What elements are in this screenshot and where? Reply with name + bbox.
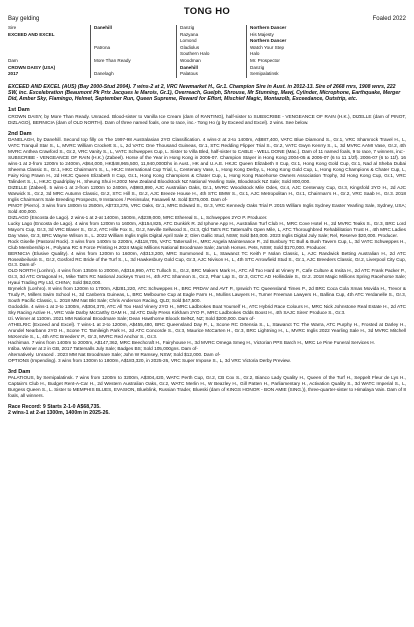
ped-ancestor: Lomond [180,38,197,44]
horse-name: TONG HO [183,6,231,17]
progeny-entry: BERNICIA (Elusive Quality). 4 wins from 1200m to 1600m, A$313,200, MRC Summoned S., L, Stawanct TC Keith F Nolan Classic, L, AJC Randwick Betting Australian H., 2d ATC Roseabeilusin S., Gr.2, Gosford RC Bride of the Turf S., L, 3d Hawkesbury Gold Cup, Gr.3, AJC Nivison H., L, 4th STC Arrowfield Stud S., Gr.1, AJC Breeders Classic, Gr.2, Liverpool City Cup, Gr.3. Dam of- [8,250,406,268]
ped-ancestor: Mr. Prospector [250,57,280,63]
dam-name: CROWN DAISY (USA) [8,64,56,70]
progeny-entry: ATHELRIC (Exceed and Excel). 7 wins-1 at 2-to 1200m, A$455,480, BRC Queensland Day P., L, Scone RC Ortensia S., L, Stawanct TC The Warra, ATC Purphy H., Frosted at Darley H., Arundel Nearbann 2YO H., Scone TC Tamileigh Park H., 2d ATC Concorde S., Gr.3, Maurice McCarten H., Gr.3, BRC Lightning H., L, MVRC Inglis 2022 Yearling Sale H., 3d MVRC Mitchell McKenzie S., L, 4th ATC Breeders' P., Gr.3, MVRC Red Anchor S., Gr.3. [8,322,406,339]
race-record-line: Race Record: 9 Starts 2-1-0 A$68,735. [8,404,101,411]
progeny-entry: Gododdin. 4 wins-1 at 2-to 1300m, A$304,370, ATC All Too Hard Vinery 2YO H., MRC Ladbrokes Boat Yourself H., ATC Hybrid Race Colours H., MRC Nick Johnstone Real Estate H., 2d ATC Sky Racing Active H., VRC Vale Darby McCarthy OAM H., 3d ATC Daily Press Kirkham 2YO P., MRC Ladbrokes Odds Boost H., 4th SAJC Sires' Produce S., Gr.3. [8,304,406,316]
progeny-entry: OLD NORTH (Lonhro). 4 wins from 1350m to 2000m, A$316,990, ATC Tulloch S., Gr.2, BRC Makers Mark H., ATC All Too Hard at Vinery P., Cafe Culture & Insita H., 2d ATC Frank Packer P., Gr.3, 3d ATC Ortagonal H., Mike Tatt's RC National Jockeys Trust H., 4th ATC Shannon S., Gr.2, Phar Lap S., Gr.3, GCTC AD Hollindale S., Gr.2. 2018 Magic Millions Spring Racehorse Sale; Hyaui Trading Pty Ltd, CHINA; Sold $62,000. [8,268,406,286]
ped-ancestor: Gladiolus [180,44,200,50]
ped-ancestor: Palatous [180,71,198,77]
ped-ancestor: Halo [250,51,260,57]
ped-ancestor: His Majesty [250,31,274,37]
second-dam-heading: 2nd Dam [8,130,32,137]
ped-ancestor: More Than Ready [94,57,131,63]
ped-ancestor: Woodman [180,57,201,63]
pedigree-col-1 [8,25,90,78]
ped-ancestor: Watch Your Step [250,44,285,50]
progeny-entry: PINOT (Pierro). 3 wins from 1800m to 2500m, A$733,275, VRC Oaks, Gr.1, MRC Edward S., Gr.3, VRC Kennedy Oaks Trial P. 2015 William Inglis Sydney Easter Yearling Sale, Sydney, USA; Sold 400,000. [8,202,406,214]
dam-year: 2017 [8,71,19,77]
ped-ancestor: Northern Dancer [250,38,287,44]
progeny-entry: SUBSCRIBE - VENGEANCE OF RAIN (H.K.) (Zabeel). Horse of the Year in Hong Kong in 2006-07. Champion Stayer in Hong Kong 2004-05 & 2006-07 (6 to 11 1/2f). 2006-07 (6 to 11f). 16 wins-1 at 2-from 1200m to 2400m, A$64,000, HK$48,965,500, 11,940,000Dhs in Aust., HK and U.A.E. HKJC Queen Elizabeth II Cup, Gr.1, Hong Kong Gold Cup, Gr.1, Nad al Sheba Dubai Sheema Classic S., Gr.1, HKC Chairman's S., L, HKJC International Cup Trial, L, Centenary Vase, L, Hong Kong Derby, L, Hong Kong Gold Cup, L, Hong Kong Champions & Chater Cup, L, Fairy King Prawn H., 2d HKJC Queen Elizabeth II Cup, Gr.1, Hong Kong Champions & Chater Cup, L, Hong Kong Racehorse Owners Association Trophy, 3d Hong Kong Cup, Gr.1, VRC Talindert S., L, HKJC Quadriplay H., Sheung Shui H.2002 New Zealand Bloodstock NZ National Yearling Sale, Bloodstock NZ Sale; Sold 800,000. [8,155,406,185]
ped-ancestor: Semipalatinsk [250,71,279,77]
progeny-entry: OPTIONS (Impending). 3 wins from 1300m to 1800m, A$183,320, in 2025-26, VRC Super Impose S., L, 3d VRC Victoria Derby Preview. [8,357,291,363]
sire-summary: EXCEED AND EXCEL (AUS) (Bay 2000-Stud 2004). 7 wins-2 at 2, VRC Newmarket H., Gr.1. Champion Sire in Aust. in 2012-13. Sire of 2668 rnrs, 1908 wnrs, 222 SW, inc. Excelebration (Beaumont Pk Prix Jacques le Marois, Gr.1), Overreach, Guelph, Shrouse, Mr Stunning, Mawj, Cylinder, Microphone, Earthquake, Merger Did, Amber Sky, Flamingo, Helmet, September Run, Queen Supreme, Reward for Effort, Mischief Magic, Montazolb, Exceedance, Outstrip, etc. [8,83,401,103]
third-dam-text: PALATIOUS, by Semipalatinsk. 7 wins from 1200m to 3200m, A$304,420, WATC Perth Cup, Gr.2, CB Cox S., Gr.2, Bianco Lady Quality H., Queen of the Turf H., Seppelt Fleur de Lys H., Captain's Club H., Budget Rent-A-Car H., 2d Western Australian Oaks, Gr.2, WATC Merlin H., W Beazley H., Gill Patten H., Parliamentary H., Activation Quality S., 3d WATC Imperial S., L, Burgess Queen S., L. Sister to MEMPHIS BLUES, EVASION, Blueblink, Russian Trader, Blueski (dam of KINGS HONOR - BON AMIE (SING.)), three-quarter-sister to Himalaya Vain. Dam of 8 foals, all winners. [8,375,406,399]
header-meta [8,16,406,24]
sex-colour: Bay gelding [8,16,40,22]
pedigree-col-3 [176,25,246,78]
progeny-entry: Hachiman. 7 wins from 1400m to 2000m, A$147,362, MRC Beechcraft H., Fairyhouse H., 3d MVRC Omega Smeg H., Victorian PPS Barch H., MRC Le Pine Funeral Services H. [8,339,375,345]
ped-ancestor: Danelagh [94,71,114,77]
pedigree-col-2 [90,25,176,78]
second-dam-text [8,137,406,363]
dam-label: Dam [8,57,18,63]
pedigree-col-4 [246,25,406,78]
progeny-entry: Izi. Winner at 1100m. 2021 MM National Broodmare Sale; Dean Hawthorne Bloock BelNZ, NZ; Sold $200,000. Dam of- [8,316,255,322]
first-dam-heading: 1st Dam [8,107,30,114]
wins-line: 2 wins-1 at 2-at 1300m, 1400m in 2025-26. [8,410,110,417]
race-record [8,404,406,417]
ped-ancestor: Danehill [180,64,198,70]
ped-ancestor: Danzig [180,25,195,30]
progeny-entry: Lucky Lago (Encosta de Lago). 4 wins from 1200m to 1600m, A$154,825, ATC Dunkirk R. 2d Iphone App H., Australian Turf Club H., MRC Cove Hotel H., 2d MVRC Teaks S., Gr.3, BRC Lord Mayor's Cup, Gr.3, 3d VRC Blaser S., Gr.2, ATC Hille Fox S., Gr.2, Neville Sellwood S., Gr.3, Qld Tatt's RC Tattersall's Open Mile, L, ATC Thoroughbred Rehabilitation Trust H., 4th MRC Ladies Day Vase, Gr.3, BRC Wayne Wilson S., L. 2022 William Inglis Inglis Digital April Sale 2; Glen Gallic Stud, NSW; Sold $40,000. 2023 Inglis Digital July Sale; Rel, Reserve $20,000. Producer. [8,220,406,238]
ped-ancestor: Razyana [180,31,199,37]
progeny-entry: Alternatively. Unraced . 2023 MM Nat Broodmare Sale; John W Ramsey, NSW; Sold $12,000. Dam of- [8,351,221,357]
progeny-entry: Brynelch (Lonhro). 8 wins from 1200m to 1700m, A$281,220, ATC Schweppes H., BRC PRDAV and AVT P., Ipswich TC Queensland Times P., 2d BRC Coca Cola Xmas Movida H., Trevor & Trudy P., Millers Swim School H., 3d Canberra Guineas, L, BRC Melbourne Cup at Eagle Farm H., Mullins Lawyers H., Turner Freeman Lawyers H., Ballina Cup, 4th ATC Yerdanelle S., Gr.3, South Pacific Classic, L. 2018 MM Nat Bkt Sale; Chris Anderson Racing, QLD; Sold $47,500. [8,286,406,304]
progeny-entry: Intiba. Winner at 2 in GB, 2017 Tattersalls July Sale; Badges BS; Sold 105,000gns. Dam of- [8,345,198,351]
first-dam-text: CROWN DAISY, by More Than Ready. Unraced. Blood-sister to Vanilla Ice Cream (dam of RANTING), half-sister to SUBSCRIBE - VENGEANCE OF RAIN (H.K.), DIZELLE (dam of PINOT, DIZLAGO), BERNICIA (dam of OLD NORTH). Dam of three named foals, one to race, inc.- Tong Ho (g by Exceed and Excel). 2 wins. See below. [8,113,406,125]
ped-ancestor: Danzig [250,64,265,70]
progeny-entry: DIZLAGO (Encosta de Lago). 2 wins-1 at 2-at 1400m, 1600m, A$239,000, MRC Ethereal S., L, Schweppes 2YO P. Producer. [8,214,268,220]
progeny-entry: DIZELLE (Zabeel). 5 wins-1 at 2-from 1200m to 2400m, A$983,890, AJC Australian Oaks, Gr.1, MVRC Woodstock Mile Odes, Gr.4, AJC Centenary Cup, Gr.3, Kingsfold 2YO H., 2d AJC Warwick S., Gr.2, 3d MRC Autumn Classic, Gr.2, STC Hill S., Gr.2, AJC Breeze House H., 4th STC BMW S., Gr.1, AJC Metropolitan H., Gr.1, Chairman's H., Gr.2, VRC Saab H., Gr.3. 2018 Inglis Chairman's Sale Breeding Prospects, 9 Instances / Peninsular, Fasaweli M. Sold $375,000. Dam of- [8,185,406,202]
progeny-entry: DANELAGH, by Danehill. Second top filly on The 1997-98 Australasian 2YO Classification. 4 wins-2 at 2-to 1400m, A$887,400, VATC Blue Diamond S., Gr.1, VRC Shamrock Travel H., L, VATC Tranquil Star S., L, MVRC William Crockett S., L, 2d VATC One Thousand Guineas, Gr.1, STC Redding Flipper Trial S., Gr.2, VATC Gwyn Kenrry S., L, 3d MVRC AAMI Vase, Gr.2, 4th MVRC Anthea Crawford S., Gr.2, VRC Vanity S., L, VATC Schweppes Cup, L. Sister to Villa Bled, half-sister to CABLE - WELL DONE (Mac.). Dam of 11 named foals, 9 to race, 7 winners, inc:- [8,137,406,155]
third-dam-heading: 3rd Dam [8,368,31,375]
progeny-entry: Rock Giselle (Pastoral Rock). 3 wins from 1400m to 2200m, A$118,705, VATC Tattersall H., MRC Angela Maintenance P., 2d Bunbury TC Bull & Bush Tavern Cup, L, 3d VATC Schweppes H., Club Membership H., Polyana RC 6 Force Printing H.2024 Magic Millions National Broodmare Sale; Jarrah Horses. Pets, NSW; Sold $170,000. Producer. [8,238,406,250]
ped-ancestor: Northern Dancer [250,25,287,30]
ped-ancestor: Southern Halo [180,51,210,57]
ped-ancestor: Patrona [94,44,111,50]
pedigree-table [8,25,406,78]
sire-name: EXCEED AND EXCEL [8,31,55,37]
ped-ancestor: Danehill [94,25,112,30]
foaled-year: Foaled 2022 [372,16,406,22]
sire-label: Sire [8,25,17,30]
